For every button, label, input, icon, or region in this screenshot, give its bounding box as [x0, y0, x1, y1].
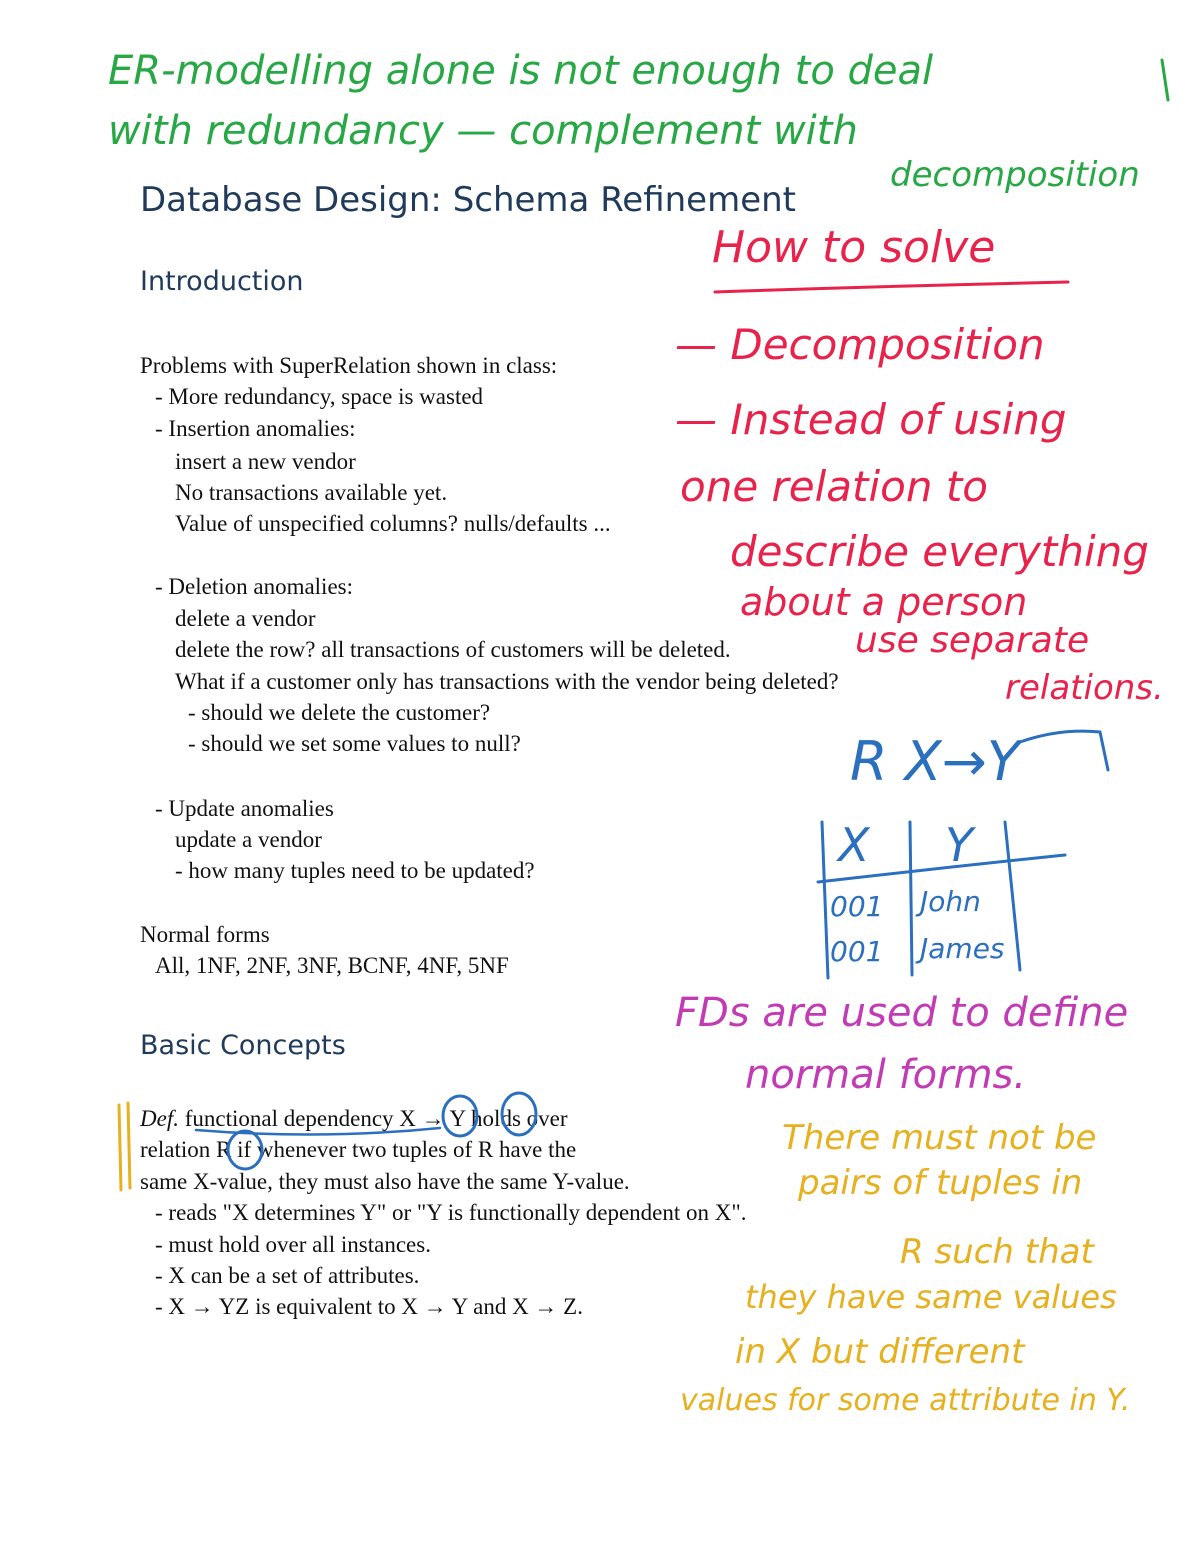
- problem-item: - More redundancy, space is wasted: [155, 384, 484, 409]
- yellow-note-line: in X but different: [735, 1332, 1025, 1372]
- problem-item: - should we delete the customer?: [188, 700, 491, 725]
- problem-item: - Update anomalies: [155, 796, 334, 821]
- purple-note-line: normal forms.: [745, 1052, 1027, 1098]
- page-title: Database Design: Schema Refinement: [140, 180, 797, 220]
- problem-item: No transactions available yet.: [175, 480, 448, 505]
- red-heading: How to solve: [712, 222, 996, 273]
- yellow-note-line: pairs of tuples in: [798, 1163, 1083, 1203]
- red-note-line: about a person: [740, 580, 1028, 624]
- circle-y-stroke: [502, 1093, 536, 1135]
- problem-item: delete the row? all transactions of customers will be deleted.: [175, 637, 731, 662]
- blue-table-cell: 001: [830, 890, 884, 923]
- green-note-line-2: with redundancy — complement with: [108, 108, 858, 154]
- section-heading-basic-concepts: Basic Concepts: [140, 1030, 346, 1061]
- green-note-line-1: ER-modelling alone is not enough to deal: [108, 48, 934, 94]
- circle-r-stroke: [228, 1131, 262, 1169]
- green-bracket-stroke: [1162, 60, 1168, 100]
- red-note-line: — Decomposition: [675, 320, 1045, 369]
- problem-item: - Deletion anomalies:: [155, 574, 353, 599]
- blue-arrow-stroke: [1020, 731, 1108, 770]
- definition-bullet: - must hold over all instances.: [155, 1232, 431, 1257]
- yellow-note-line: There must not be: [782, 1118, 1097, 1158]
- yellow-note-line: R such that: [900, 1232, 1094, 1272]
- red-note-line: one relation to: [680, 462, 988, 511]
- definition-bullet: - reads "X determines Y" or "Y is functionally dependent on X".: [155, 1200, 747, 1225]
- problem-item: - how many tuples need to be updated?: [175, 858, 535, 883]
- definition-line-2: relation R if whenever two tuples of R have the: [140, 1137, 577, 1162]
- red-note-line: describe everything: [730, 527, 1149, 576]
- blue-table-cell: John: [920, 885, 981, 918]
- definition-line-3: same X-value, they must also have the same Y-value.: [140, 1169, 630, 1194]
- definition-bullet: - X can be a set of attributes.: [155, 1263, 420, 1288]
- blue-relation-label: R X→Y: [850, 730, 1020, 793]
- problems-intro: Problems with SuperRelation shown in class:: [140, 353, 558, 378]
- definition-text: functional dependency X → Y holds over: [184, 1106, 568, 1131]
- blue-table-cell: 001: [830, 935, 884, 968]
- normal-forms-list: All, 1NF, 2NF, 3NF, BCNF, 4NF, 5NF: [155, 953, 509, 978]
- blue-table-cell: James: [920, 932, 1005, 965]
- section-heading-introduction: Introduction: [140, 266, 304, 297]
- green-note-line-3: decomposition: [890, 155, 1140, 195]
- blue-table-grid: [818, 822, 1065, 978]
- problem-item: Value of unspecified columns? nulls/defaults ...: [175, 511, 611, 536]
- problem-item: - Insertion anomalies:: [155, 416, 356, 441]
- blue-table-header-y: Y: [945, 818, 974, 872]
- circle-x-stroke: [443, 1096, 477, 1136]
- problem-item: update a vendor: [175, 827, 322, 852]
- underline-stroke: [196, 1128, 440, 1135]
- red-note-line: relations.: [1005, 668, 1164, 708]
- definition-bullet: - X → YZ is equivalent to X → Y and X → Z.: [155, 1294, 583, 1319]
- yellow-note-line: values for some attribute in Y.: [680, 1383, 1131, 1418]
- red-note-line: — Instead of using: [675, 395, 1067, 444]
- red-note-line: use separate: [855, 620, 1090, 661]
- definition-label: Def.: [140, 1106, 179, 1131]
- problem-item: - should we set some values to null?: [188, 731, 521, 756]
- yellow-note-line: they have same values: [745, 1278, 1117, 1316]
- blue-table-header-x: X: [838, 818, 870, 872]
- problem-item: insert a new vendor: [175, 449, 356, 474]
- yellow-margin-bars: [119, 1103, 130, 1190]
- red-heading-underline: [715, 282, 1068, 292]
- problem-item: delete a vendor: [175, 606, 316, 631]
- problem-item: What if a customer only has transactions with the vendor being deleted?: [175, 669, 839, 694]
- purple-note-line: FDs are used to define: [675, 990, 1129, 1036]
- normal-forms-label: Normal forms: [140, 922, 270, 947]
